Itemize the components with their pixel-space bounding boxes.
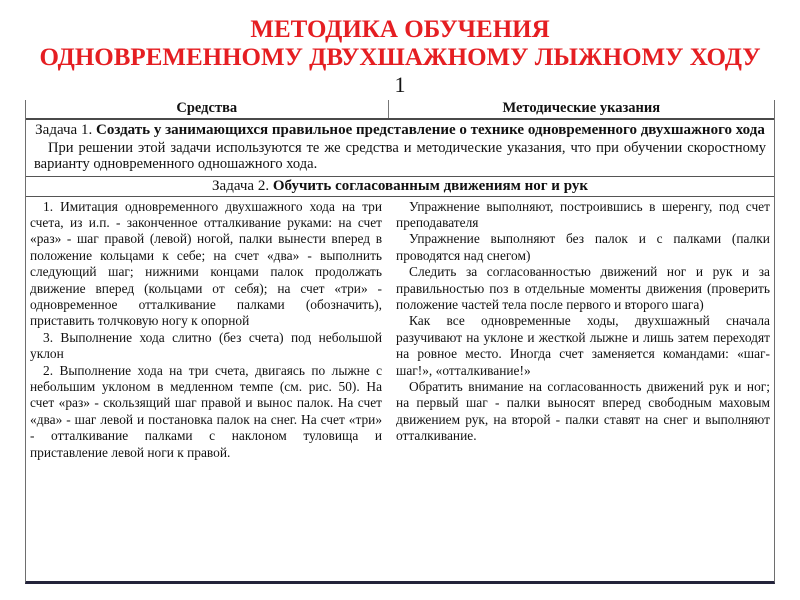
column-header-instructions: Методические указания xyxy=(502,100,661,116)
instructions-paragraph: Упражнение выполняют, построившись в шеренгу, под счет преподавателя xyxy=(396,198,770,230)
slide-title xyxy=(0,0,800,72)
task2-row xyxy=(26,177,774,197)
slide-title-line2: ОДНОВРЕМЕННОМУ ДВУХШАЖНОМУ ЛЫЖНОМУ ХОДУ xyxy=(39,44,761,71)
means-column xyxy=(26,197,388,581)
means-paragraph: 3. Выполнение хода слитно (без счета) под небольшой уклон xyxy=(30,329,383,362)
task1-title-text: Создать у занимающихся правильное представление о технике одновременного двухшажного хода xyxy=(95,122,765,138)
table-content-row xyxy=(26,197,774,581)
slide-title-line1: МЕТОДИКА ОБУЧЕНИЯ xyxy=(250,16,550,43)
methods-table xyxy=(25,100,775,584)
task1-label: Задача 1. xyxy=(35,122,93,138)
page-number: 1 xyxy=(394,72,406,97)
means-paragraph: 1. Имитация одновременного двухшажного хода на три счета, из и.п. - законченное отталкивание руками: на счет «раз» - шаг правой (левой) ногой, палки вынести вперед в положение кольцами к себе; на счет «два» - выполнить следующий шаг; нижними концами палок продолжать движение вперед (кольцами от себя); на счет «три» - одновременное отталкивание палками (обозначить), приставить толчковую ногу к опорной xyxy=(30,198,383,329)
instructions-column xyxy=(388,197,774,581)
means-paragraph: 2. Выполнение хода на три счета, двигаясь по лыжне с небольшим уклоном в медленном темпе (см. рис. 50). На счет «раз» - скользящий шаг правой и вынос палок. На счет «два» - шаг левой и постановка палок на снег. На счет «три» - отталкивание палками с наклоном туловища и приставление левой ноги к правой. xyxy=(30,362,383,460)
instructions-paragraph: Обратить внимание на согласованность движений рук и ног; на первый шаг - палки выносят вперед свободным маховым движением рук, на второй - палки ставят на снег и выполняют отталкивание. xyxy=(396,378,770,444)
task1-note: При решении этой задачи используются те же средства и методические указания, что при обучении скоростному варианту одновременного одношажного хода. xyxy=(34,139,766,172)
task1-title xyxy=(34,122,766,139)
column-header-means: Средства xyxy=(26,100,389,118)
instructions-paragraph: Следить за согласованностью движений ног и рук и за правильностью поз в отдельные моменты движения (проверить положение частей тела после первого и второго шага) xyxy=(396,264,770,312)
task2-label: Задача 2. xyxy=(212,177,270,194)
table-header-row xyxy=(26,100,774,120)
task1-row xyxy=(26,120,774,177)
task2-title-text: Обучить согласованным движениям ног и рук xyxy=(272,177,588,194)
instructions-paragraph: Как все одновременные ходы, двухшажный сначала разучивают на уклоне и жесткой лыжне и лишь затем переходят на ровное место. Иногда счет заменяется командами: «шаг-шаг!», «отталкивание!» xyxy=(396,313,770,378)
instructions-paragraph: Упражнение выполняют без палок и с палками (палки проводятся над снегом) xyxy=(396,231,770,263)
